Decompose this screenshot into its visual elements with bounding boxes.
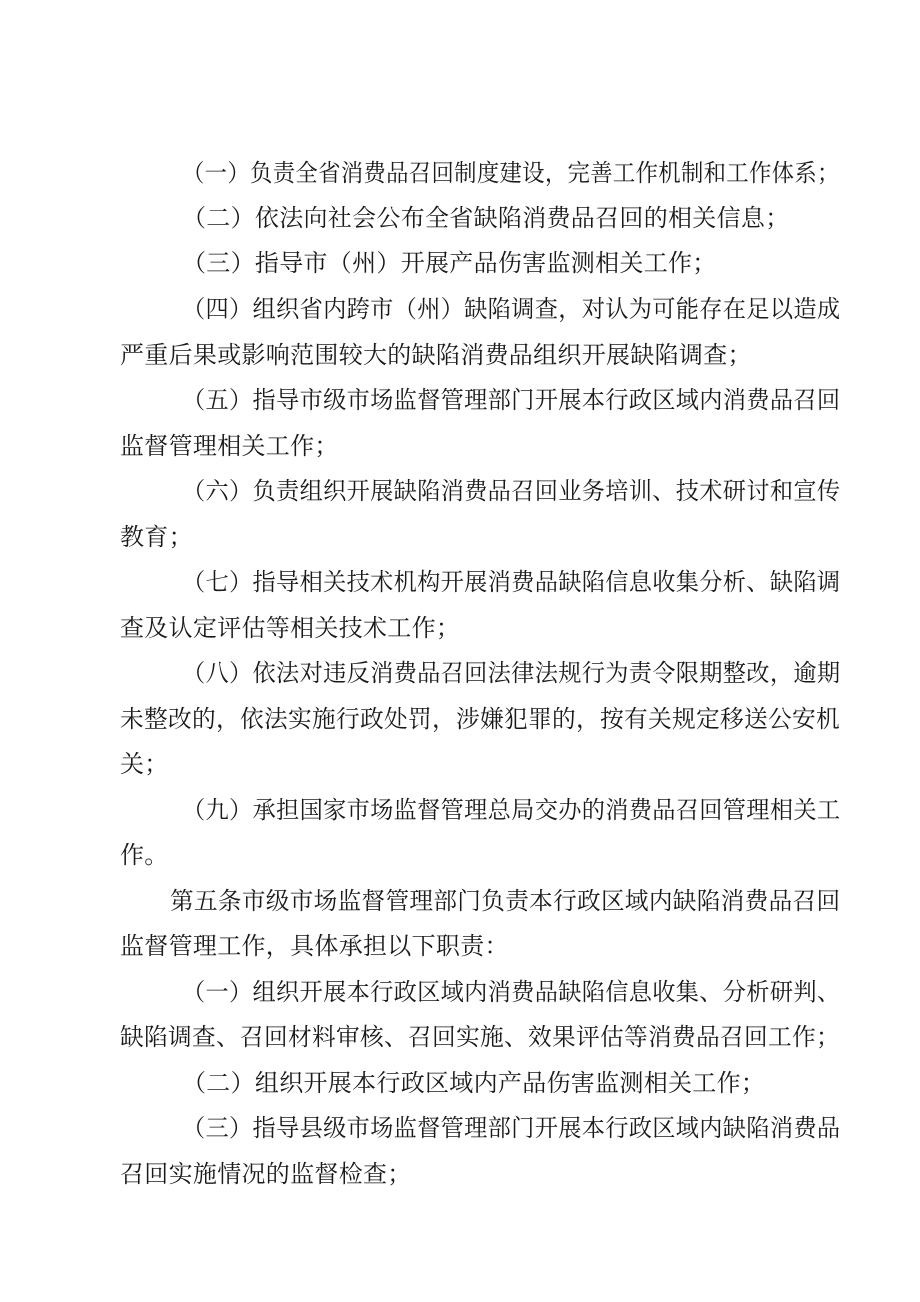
text-line: （八）依法对违反消费品召回法律法规行为责令限期整改，逾期 (182, 659, 841, 687)
text-line: 查及认定评估等相关技术工作； (120, 614, 461, 642)
text-line: 关； (120, 750, 169, 778)
text-line: （三）指导县级市场监督管理部门开展本行政区域内缺陷消费品 (182, 1114, 841, 1142)
text-line: （二）组织开展本行政区域内产品伤害监测相关工作； (182, 1069, 766, 1097)
text-line: 监督管理工作，具体承担以下职责： (120, 932, 509, 960)
text-line: （九）承担国家市场监督管理总局交办的消费品召回管理相关工 (182, 796, 841, 824)
text-line: 严重后果或影响范围较大的缺陷消费品组织开展缺陷调查； (120, 341, 752, 369)
text-line: （一）负责全省消费品召回制度建设，完善工作机制和工作体系； (182, 159, 840, 187)
text-line: （七）指导相关技术机构开展消费品缺陷信息收集分析、缺陷调 (182, 568, 841, 596)
text-line: （五）指导市级市场监督管理部门开展本行政区域内消费品召回 (182, 386, 841, 414)
text-line: （四）组织省内跨市（州）缺陷调查，对认为可能存在足以造成 (182, 295, 841, 323)
text-line: （六）负责组织开展缺陷消费品召回业务培训、技术研讨和宣传 (182, 477, 841, 505)
text-line: 召回实施情况的监督检查； (120, 1160, 412, 1188)
text-line: 缺陷调查、召回材料审核、召回实施、效果评估等消费品召回工作； (120, 1023, 841, 1051)
text-line: 教育； (120, 523, 193, 551)
text-line: （一）组织开展本行政区域内消费品缺陷信息收集、分析研判、 (182, 978, 841, 1006)
text-line: （二）依法向社会公布全省缺陷消费品召回的相关信息； (182, 204, 790, 232)
text-line: 监督管理相关工作； (120, 432, 339, 460)
text-line: 第五条市级市场监督管理部门负责本行政区域内缺陷消费品召回 (170, 887, 841, 915)
text-line: 作。 (120, 841, 169, 869)
text-line: （三）指导市（州）开展产品伤害监测相关工作； (182, 249, 717, 277)
text-line: 未整改的，依法实施行政处罚，涉嫌犯罪的，按有关规定移送公安机 (120, 705, 841, 733)
